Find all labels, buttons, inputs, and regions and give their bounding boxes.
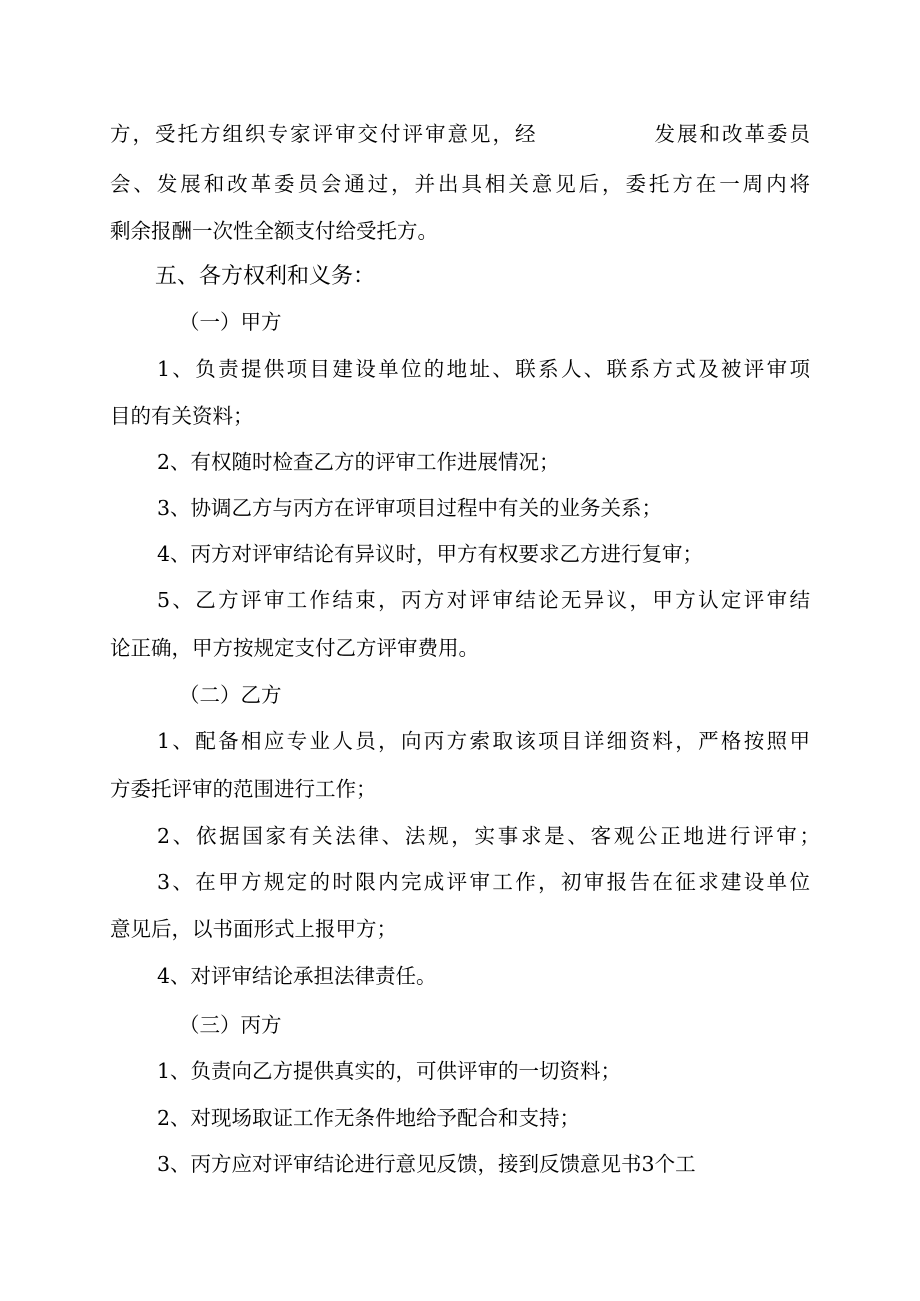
party-b-item-4: 4、对评审结论承担法律责任。 bbox=[157, 964, 437, 988]
section-5-heading: 五、各方权利和义务： bbox=[155, 264, 376, 289]
intro-line-1 bbox=[110, 119, 810, 149]
party-c-heading: （三）丙方 bbox=[179, 1013, 282, 1037]
party-b-item-1-line-2: 方委托评审的范围进行工作； bbox=[110, 777, 377, 801]
party-a-item-4: 4、丙方对评审结论有异议时，甲方有权要求乙方进行复审； bbox=[157, 542, 704, 566]
party-b-item-3-line-2: 意见后，以书面形式上报甲方； bbox=[110, 917, 397, 941]
party-c-item-2: 2、对现场取证工作无条件地给予配合和支持； bbox=[157, 1106, 581, 1130]
party-a-item-5-line-2: 论正确，甲方按规定支付乙方评审费用。 bbox=[110, 636, 479, 660]
party-c-item-1: 1、负责向乙方提供真实的，可供评审的一切资料； bbox=[157, 1059, 622, 1083]
party-a-item-1-line-2: 目的有关资料； bbox=[110, 404, 254, 428]
intro-line-1-part-a: 方，受托方组织专家评审交付评审意见，经 bbox=[110, 122, 538, 146]
party-b-item-3-line-1: 3、在甲方规定的时限内完成评审工作，初审报告在征求建设单位 bbox=[157, 870, 810, 894]
intro-line-3: 剩余报酬一次性全额支付给受托方。 bbox=[110, 219, 438, 243]
party-a-item-3: 3、协调乙方与丙方在评审项目过程中有关的业务关系； bbox=[157, 496, 663, 520]
party-c-item-3-line-1: 3、丙方应对评审结论进行意见反馈，接到反馈意见书3个工 bbox=[157, 1152, 696, 1176]
party-a-item-1-line-1: 1、负责提供项目建设单位的地址、联系人、联系方式及被评审项 bbox=[157, 357, 810, 381]
party-a-item-5-line-1: 5、乙方评审工作结束，丙方对评审结论无异议，甲方认定评审结 bbox=[157, 588, 810, 612]
party-b-heading: （二）乙方 bbox=[179, 683, 282, 707]
intro-line-1-part-b: 发展和改革委员 bbox=[652, 122, 810, 146]
party-b-item-2: 2、依据国家有关法律、法规，实事求是、客观公正地进行评审； bbox=[157, 824, 820, 848]
party-a-item-2: 2、有权随时检查乙方的评审工作进展情况； bbox=[157, 450, 560, 474]
intro-line-2: 会、发展和改革委员会通过，并出具相关意见后，委托方在一周内将 bbox=[110, 172, 810, 196]
party-b-item-1-line-1: 1、配备相应专业人员，向丙方索取该项目详细资料，严格按照甲 bbox=[157, 729, 810, 753]
party-a-heading: （一）甲方 bbox=[179, 310, 282, 334]
